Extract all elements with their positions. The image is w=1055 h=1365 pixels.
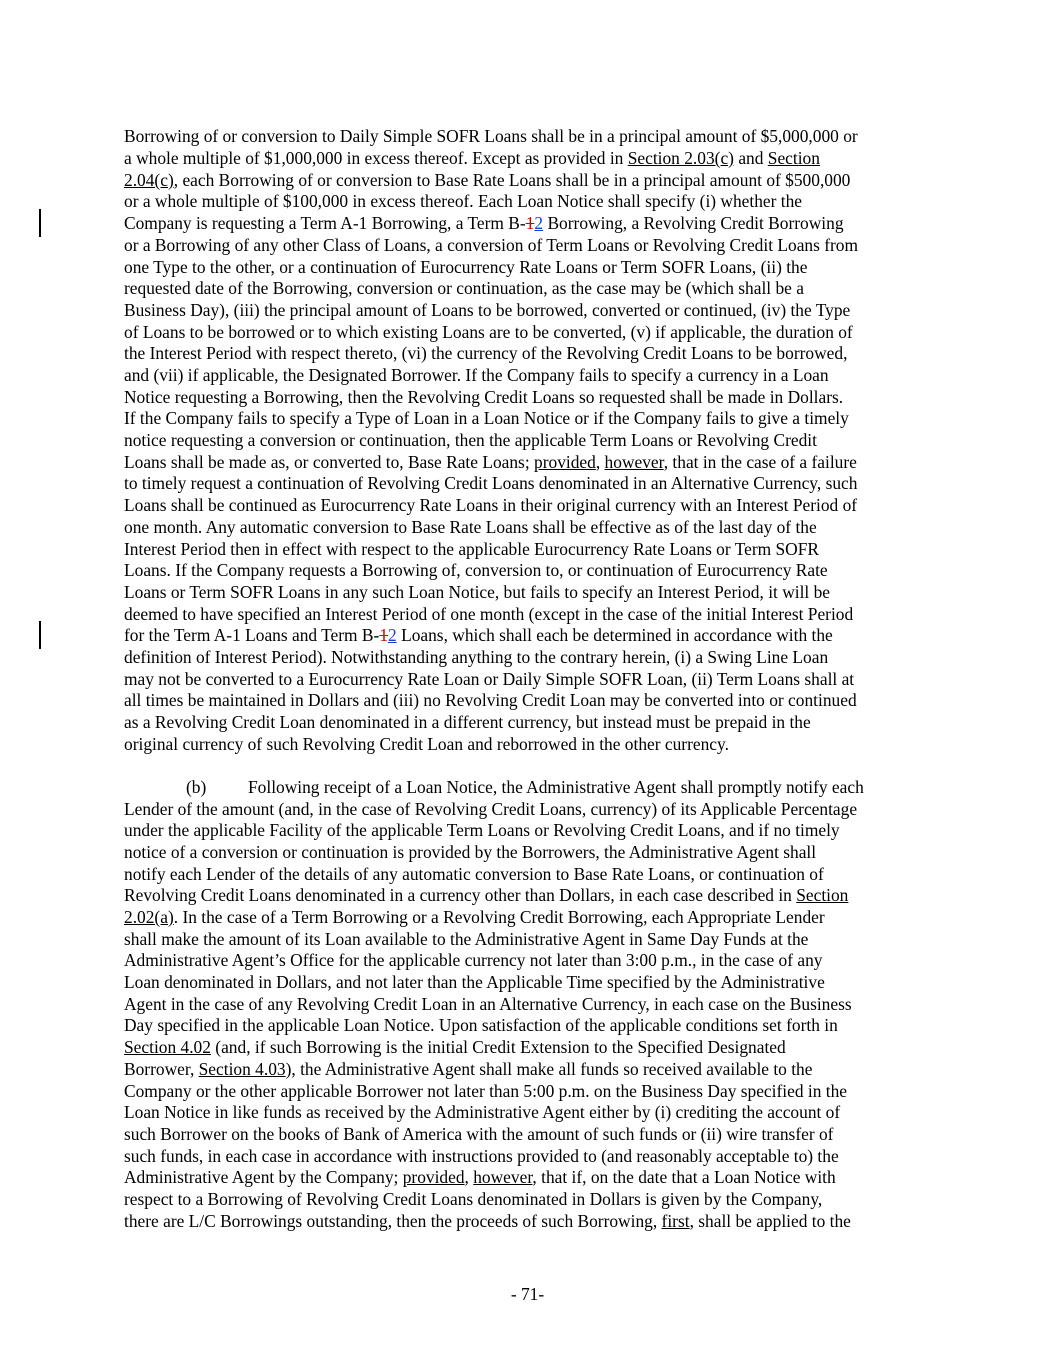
text-line: all times be maintained in Dollars and (iii) no Revolving Credit Loan may be converted into or continued [124, 690, 857, 710]
text-line: such Borrower on the books of Bank of America with the amount of such funds or (ii) wire transfer of [124, 1124, 834, 1144]
deleted-text: 1 [379, 625, 389, 645]
text-line: Administrative Agent’s Office for the applicable currency not later than 3:00 p.m., in the case of any [124, 950, 823, 970]
text-line: original currency of such Revolving Credit Loan and reborrowed in the other currency. [124, 734, 729, 754]
inserted-text: 2 [388, 625, 397, 645]
text-line: the Interest Period with respect thereto, (vi) the currency of the Revolving Credit Loans to be borrowed, [124, 343, 848, 363]
text-line: Borrowing of or conversion to Daily Simple SOFR Loans shall be in a principal amount of $5,000,000 or [124, 126, 858, 146]
text-line: under the applicable Facility of the applicable Term Loans or Revolving Credit Loans, and if no timely [124, 820, 840, 840]
text-line: or a whole multiple of $100,000 in excess thereof. Each Loan Notice shall specify (i) whether the [124, 191, 803, 211]
section-reference: Section [767, 148, 820, 168]
text-line: Loan Notice in like funds as received by the Administrative Agent either by (i) crediting the account of [124, 1102, 841, 1122]
section-reference: 2.02(a) [124, 907, 174, 927]
text-line: Administrative Agent by the Company; provided, however, that if, on the date that a Loan Notice with [124, 1167, 836, 1187]
text-line: Agent in the case of any Revolving Credit Loan in an Alternative Currency, in each case on the Business [124, 994, 852, 1014]
text-line: respect to a Borrowing of Revolving Credit Loans denominated in Dollars is given by the Company, [124, 1189, 823, 1209]
emphasis-term: however [604, 452, 664, 472]
text-line: one month. Any automatic conversion to Base Rate Loans shall be effective as of the last day of the [124, 517, 817, 537]
text-line: Loans or Term SOFR Loans in any such Loan Notice, but fails to specify an Interest Period, it will be [124, 582, 831, 602]
text-line: to timely request a continuation of Revolving Credit Loans denominated in an Alternative Currency, such [124, 473, 858, 493]
text-line: as a Revolving Credit Loan denominated in a different currency, but instead must be prepaid in the [124, 712, 811, 732]
text-line: requested date of the Borrowing, conversion or continuation, as the case may be (which shall be a [124, 278, 804, 298]
text-line: 2.04(c), each Borrowing of or conversion to Base Rate Loans shall be in a principal amount of $500,000 [124, 170, 851, 190]
text-line: for the Term A-1 Loans and Term B-12 Loans, which shall each be determined in accordance with the [124, 625, 833, 645]
text-line: Loans shall be continued as Eurocurrency Rate Loans in their original currency with an Interest Period of [124, 495, 858, 515]
page-number: - 71- [510, 1284, 545, 1304]
text-line: such funds, in each case in accordance with instructions provided to (and reasonably acceptable to) the [124, 1146, 839, 1166]
text-line: Day specified in the applicable Loan Notice. Upon satisfaction of the applicable conditions set forth in [124, 1015, 838, 1035]
text-line: Company or the other applicable Borrower not later than 5:00 p.m. on the Business Day specified in the [124, 1081, 847, 1101]
text-line: Section 4.02 (and, if such Borrowing is the initial Credit Extension to the Specified Designated [124, 1037, 786, 1057]
section-reference: Section 4.02 [124, 1037, 211, 1057]
text-line: may not be converted to a Eurocurrency Rate Loan or Daily Simple SOFR Loan, (ii) Term Loans shall at [124, 669, 855, 689]
text-line: If the Company fails to specify a Type of Loan in a Loan Notice or if the Company fails to give a timely [124, 408, 849, 428]
section-reference: 2.04(c) [124, 170, 174, 190]
text-line: notify each Lender of the details of any automatic conversion to Base Rate Loans, or continuation of [124, 864, 824, 884]
text-line: one Type to the other, or a continuation of Eurocurrency Rate Loans or Term SOFR Loans, (ii) the [124, 257, 808, 277]
emphasis-term: however [473, 1167, 533, 1187]
text-line: Interest Period then in effect with respect to the applicable Eurocurrency Rate Loans or Term SOFR [124, 539, 819, 559]
inserted-text: 2 [534, 213, 544, 233]
change-bar [39, 209, 41, 237]
text-line: Loans shall be made as, or converted to, Base Rate Loans; provided, however, that in the case of a failure [124, 452, 857, 472]
text-line: Loans. If the Company requests a Borrowing of, conversion to, or continuation of Eurocurrency Rate [124, 560, 828, 580]
text-line: Loan denominated in Dollars, and not later than the Applicable Time specified by the Administrative [124, 972, 825, 992]
text-line: 2.02(a). In the case of a Term Borrowing or a Revolving Credit Borrowing, each Appropriate Lender [124, 907, 825, 927]
section-reference: Section 4.03 [198, 1059, 286, 1079]
text-line: notice of a conversion or continuation is provided by the Borrowers, the Administrative Agent shall [124, 842, 817, 862]
text-line: there are L/C Borrowings outstanding, then the proceeds of such Borrowing, first, shall be applied to the [124, 1211, 851, 1231]
text-line: Lender of the amount (and, in the case of Revolving Credit Loans, currency) of its Applicable Percentage [124, 799, 858, 819]
text-line: Business Day), (iii) the principal amount of Loans to be borrowed, converted or continued, (iv) the Type [124, 300, 851, 320]
document-page: Borrowing of or conversion to Daily Simple SOFR Loans shall be in a principal amount of $5,000,000 or a whole multiple of $1,000,000 in excess thereof. Except as provided in Section 2.03(c) and Section 2.04(c), each Borrowing of or conversion to Base Rate Loans shall be in a principal amount of $500,000 or a whole multiple of $100,000 in excess thereof. Each Loan Notice shall specify (i) whether the Company is requesting a Term A-1 Borrowing, a Term B-12 Borrowing, a Revolving Credit Borrowing or a Borrowing of any other Class of Loans, a conversion of Term Loans or Revolving Credit Loans from one Type to the other, or a continuation of Eurocurrency Rate Loans or Term SOFR Loans, (ii) the requested date of the Borrowing, conversion or continuation, as the case may be (which shall be a Business Day), (iii) the principal amount of Loans to be borrowed, converted or continued, (iv) the Type of Loans to be borrowed or to which existing Loans are to be converted, (v) if applicable, the duration of the Interest Period with respect thereto, (vi) the currency of the Revolving Credit Loans to be borrowed, and (vii) if applicable, the Designated Borrower. If the Company fails to specify a currency in a Loan Notice requesting a Borrowing, then the Revolving Credit Loans so requested shall be made in Dollars. If the Company fails to specify a Type of Loan in a Loan Notice or if the Company fails to give a timely notice requesting a conversion or continuation, then the applicable Term Loans or Revolving Credit Loans shall be made as, or converted to, Base Rate Loans; provided, however, that in the case of a failure to timely request a continuation of Revolving Credit Loans denominated in an Alternative Currency, such Loans shall be continued as Eurocurrency Rate Loans in their original currency with an Interest Period of one month. Any automatic conversion to Base Rate Loans shall be effective as of the last day of the Interest Period then in effect with respect to the applicable Eurocurrency Rate Loans or Term SOFR Loans. If the Company requests a Borrowing of, conversion to, or continuation of Eurocurrency Rate Loans or Term SOFR Loans in any such Loan Notice, but fails to specify an Interest Period, it will be deemed to have specified an Interest Period of one month (except in the case of the initial Interest Period for the Term A-1 Loans and Term B-12 Loans, which shall each be determined in accordance with the definition of Interest Period). Notwithstanding anything to the contrary herein, (i) a Swing Line Loan may not be converted to a Eurocurrency Rate Loan or Daily Simple SOFR Loan, (ii) Term Loans shall at all times be maintained in Dollars and (iii) no Revolving Credit Loan may be converted into or continued as a Revolving Credit Loan denominated in a different currency, but instead must be prepaid in the original currency of such Revolving Credit Loan and reborrowed in the other currency. (b) Following receipt of a Loan Notice, the Administrative Agent shall promptly notify each Lender of the amount (and, in the case of Revolving Credit Loans, currency) of its Applicable Percentage under the applicable Facility of the applicable Term Loans or Revolving Credit Loans, and if no timely notice of a conversion or continuation is provided by the Borrowers, the Administrative Agent shall notify each Lender of the details of any automatic conversion to Base Rate Loans, or continuation of Revolving Credit Loans denominated in a currency other than Dollars, in each case described in Section 2.02(a). In the case of a Term Borrowing or a Revolving Credit Borrowing, each Appropriate Lender shall make the amount of its Loan available to the Administrative Agent in Same Day Funds at the Administrative Agent’s Office for the applicable currency not later than 3:00 p.m., in the case of any Loan denominated in Dollars, and not later than the Applicable Time specified by the Administrative Agent in the case of any Revolving Credit Loan in an Alternative Currency, in each case on the Business Day specified in the applicable Loan Notice. Upon satisfaction of the applicable conditions set forth in Section 4.02 (and, if such Borrowing is the initial Credit Extension to the Specified Designated Borrower, Section 4.03), the Administrative Agent shall make all funds so received available to the Company or the other applicable Borrower not later than 5:00 p.m. on the Business Day specified in the Loan Notice in like funds as received by the Administrative Agent either by (i) crediting the account of such Borrower on the books of Bank of America with the amount of such funds or (ii) wire transfer of such funds, in each case in accordance with instructions provided to (and reasonably acceptable to) the Administrative Agent by the Company; provided, however, that if, on the date that a Loan Notice with respect to a Borrowing of Revolving Credit Loans denominated in Dollars is given by the Company, there are L/C Borrowings outstanding, then the proceeds of such Borrowing, first, shall be applied to the - 71- [0, 0, 1055, 1365]
emphasis-term: provided [402, 1167, 465, 1187]
paragraph-marker: (b) [186, 777, 207, 797]
text-line: definition of Interest Period). Notwithstanding anything to the contrary herein, (i) a Swing Line Loan [124, 647, 829, 667]
section-reference: Section 2.03(c) [627, 148, 734, 168]
text-line: or a Borrowing of any other Class of Loans, a conversion of Term Loans or Revolving Credit Loans from [124, 235, 859, 255]
text-line: and (vii) if applicable, the Designated Borrower. If the Company fails to specify a currency in a Loan [124, 365, 829, 385]
text-line: Revolving Credit Loans denominated in a currency other than Dollars, in each case described in Section [124, 885, 849, 905]
text-line: Notice requesting a Borrowing, then the Revolving Credit Loans so requested shall be made in Dollars. [124, 387, 844, 407]
text-line: Borrower, Section 4.03), the Administrative Agent shall make all funds so received available to the [124, 1059, 813, 1079]
text-line: shall make the amount of its Loan available to the Administrative Agent in Same Day Funds at the [124, 929, 809, 949]
text-line: deemed to have specified an Interest Period of one month (except in the case of the initial Interest Period [124, 604, 854, 624]
section-reference: Section [796, 885, 849, 905]
text-line: Company is requesting a Term A-1 Borrowing, a Term B-12 Borrowing, a Revolving Credit Borrowing [124, 213, 844, 233]
emphasis-term: provided [534, 452, 596, 472]
text-line: of Loans to be borrowed or to which existing Loans are to be converted, (v) if applicable, the duration of [124, 322, 853, 342]
emphasis-term: first [661, 1211, 690, 1231]
deleted-text: 1 [525, 213, 535, 233]
text-line: notice requesting a conversion or continuation, then the applicable Term Loans or Revolving Credit [124, 430, 817, 450]
change-bar [39, 621, 41, 649]
text-line: a whole multiple of $1,000,000 in excess thereof. Except as provided in Section 2.03(c) and Section [124, 148, 820, 168]
